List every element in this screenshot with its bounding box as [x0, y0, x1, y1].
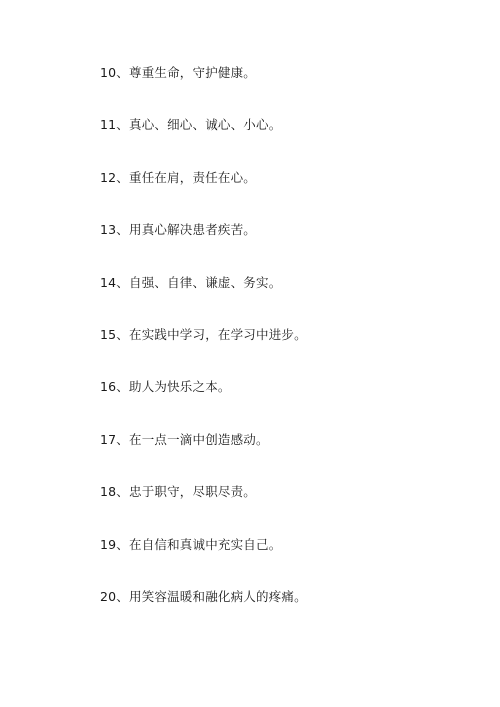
list-item: 13、用真心解决患者疾苦。: [100, 222, 257, 238]
list-item: 10、尊重生命，守护健康。: [100, 65, 257, 80]
list-item: 16、助人为快乐之本。: [100, 379, 231, 395]
list-item: 11、真心、细心、诚心、小心。: [100, 117, 282, 133]
list-item: 19、在自信和真诚中充实自己。: [100, 536, 282, 552]
list-item: 15、在实践中学习，在学习中进步。: [100, 326, 307, 342]
list-item: 17、在一点一滴中创造感动。: [100, 431, 269, 447]
list-item: 18、忠于职守，尽职尽责。: [100, 484, 257, 500]
slogan-list: [100, 64, 307, 640]
list-item: 14、自强、自律、谦虚、务实。: [100, 274, 282, 290]
list-item: 20、用笑容温暖和融化病人的疼痛。: [100, 588, 307, 604]
list-item: 12、重任在肩，责任在心。: [100, 169, 257, 185]
